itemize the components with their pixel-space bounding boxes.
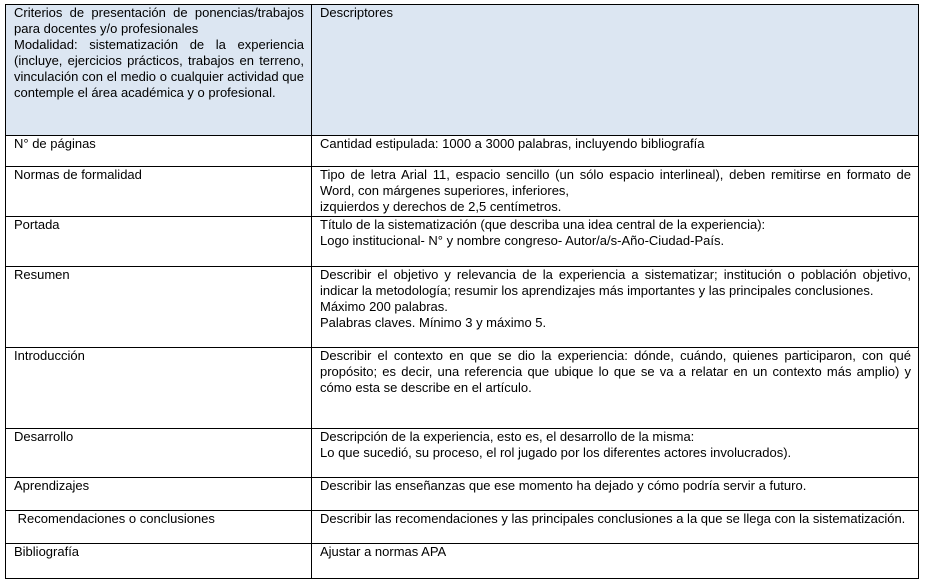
descriptor-cell [312, 429, 919, 478]
descriptor-line: Logo institucional- N° y nombre congreso- Autor/a/s-Año-Ciudad-País. [320, 233, 725, 248]
descriptor-line: Descripción de la experiencia, esto es, el desarrollo de la misma: [320, 429, 695, 444]
criterion-cell: Normas de formalidad [6, 167, 312, 217]
table-row [6, 511, 919, 544]
descriptor-line: Describir el objetivo y relevancia de la experiencia a sistematizar; institución o población objetivo, indicar la metodología; resumir los aprendizajes más importantes y las principales conclusiones. [320, 267, 911, 298]
descriptor-cell [312, 348, 919, 429]
descriptors-header-cell: Descriptores [312, 5, 919, 136]
table-row [6, 136, 919, 167]
descriptor-line: Ajustar a normas APA [320, 544, 447, 559]
table-row [6, 167, 919, 217]
criterion-cell: Resumen [6, 267, 312, 348]
criteria-table [5, 4, 919, 579]
table-header-row [6, 5, 919, 136]
descriptor-cell [312, 544, 919, 579]
descriptor-cell [312, 217, 919, 267]
descriptor-line: Describir el contexto en que se dio la experiencia: dónde, cuándo, quienes participaron, con qué propósito; es decir, una referencia que ubique lo que se va a relatar en un contexto más amplio) y cómo esta se describe en el artículo. [320, 348, 911, 395]
descriptor-line: izquierdos y derechos de 2,5 centímetros. [320, 199, 562, 214]
table-row [6, 217, 919, 267]
criterion-cell: Bibliografía [6, 544, 312, 579]
criteria-title: Criterios de presentación de ponencias/trabajos para docentes y/o profesionales [14, 5, 304, 36]
table-row [6, 478, 919, 511]
criteria-header-cell [6, 5, 312, 136]
descriptor-line: Describir las enseñanzas que ese momento ha dejado y cómo podría servir a futuro. [320, 478, 807, 493]
criterion-cell: N° de páginas [6, 136, 312, 167]
table-row [6, 267, 919, 348]
descriptor-cell [312, 267, 919, 348]
descriptor-line: Tipo de letra Arial 11, espacio sencillo (un sólo espacio interlineal), deben remitirse en formato de Word, con márgenes superiores, inferiores, [320, 167, 911, 198]
descriptor-line: Máximo 200 palabras. [320, 299, 448, 314]
descriptor-line: Título de la sistematización (que describa una idea central de la experiencia): [320, 217, 766, 232]
descriptor-cell [312, 478, 919, 511]
descriptor-line: Lo que sucedió, su proceso, el rol jugado por los diferentes actores involucrados). [320, 445, 792, 460]
descriptor-cell [312, 167, 919, 217]
descriptor-cell [312, 511, 919, 544]
table-row [6, 348, 919, 429]
criterion-cell: Aprendizajes [6, 478, 312, 511]
criterion-cell: Recomendaciones o conclusiones [6, 511, 312, 544]
descriptor-cell [312, 136, 919, 167]
criterion-cell: Portada [6, 217, 312, 267]
modality-text: Modalidad: sistematización de la experiencia (incluye, ejercicios prácticos, trabajos en terreno, vinculación con el medio o cualquier actividad que contemple el área académica y o profesional. [14, 37, 304, 100]
table-row [6, 544, 919, 579]
table-row [6, 429, 919, 478]
descriptor-line: Palabras claves. Mínimo 3 y máximo 5. [320, 315, 547, 330]
descriptor-line: Describir las recomendaciones y las principales conclusiones a la que se llega con la sistematización. [320, 511, 906, 526]
criterion-cell: Introducción [6, 348, 312, 429]
descriptor-line: Cantidad estipulada: 1000 a 3000 palabras, incluyendo bibliografía [320, 136, 705, 151]
criterion-cell: Desarrollo [6, 429, 312, 478]
